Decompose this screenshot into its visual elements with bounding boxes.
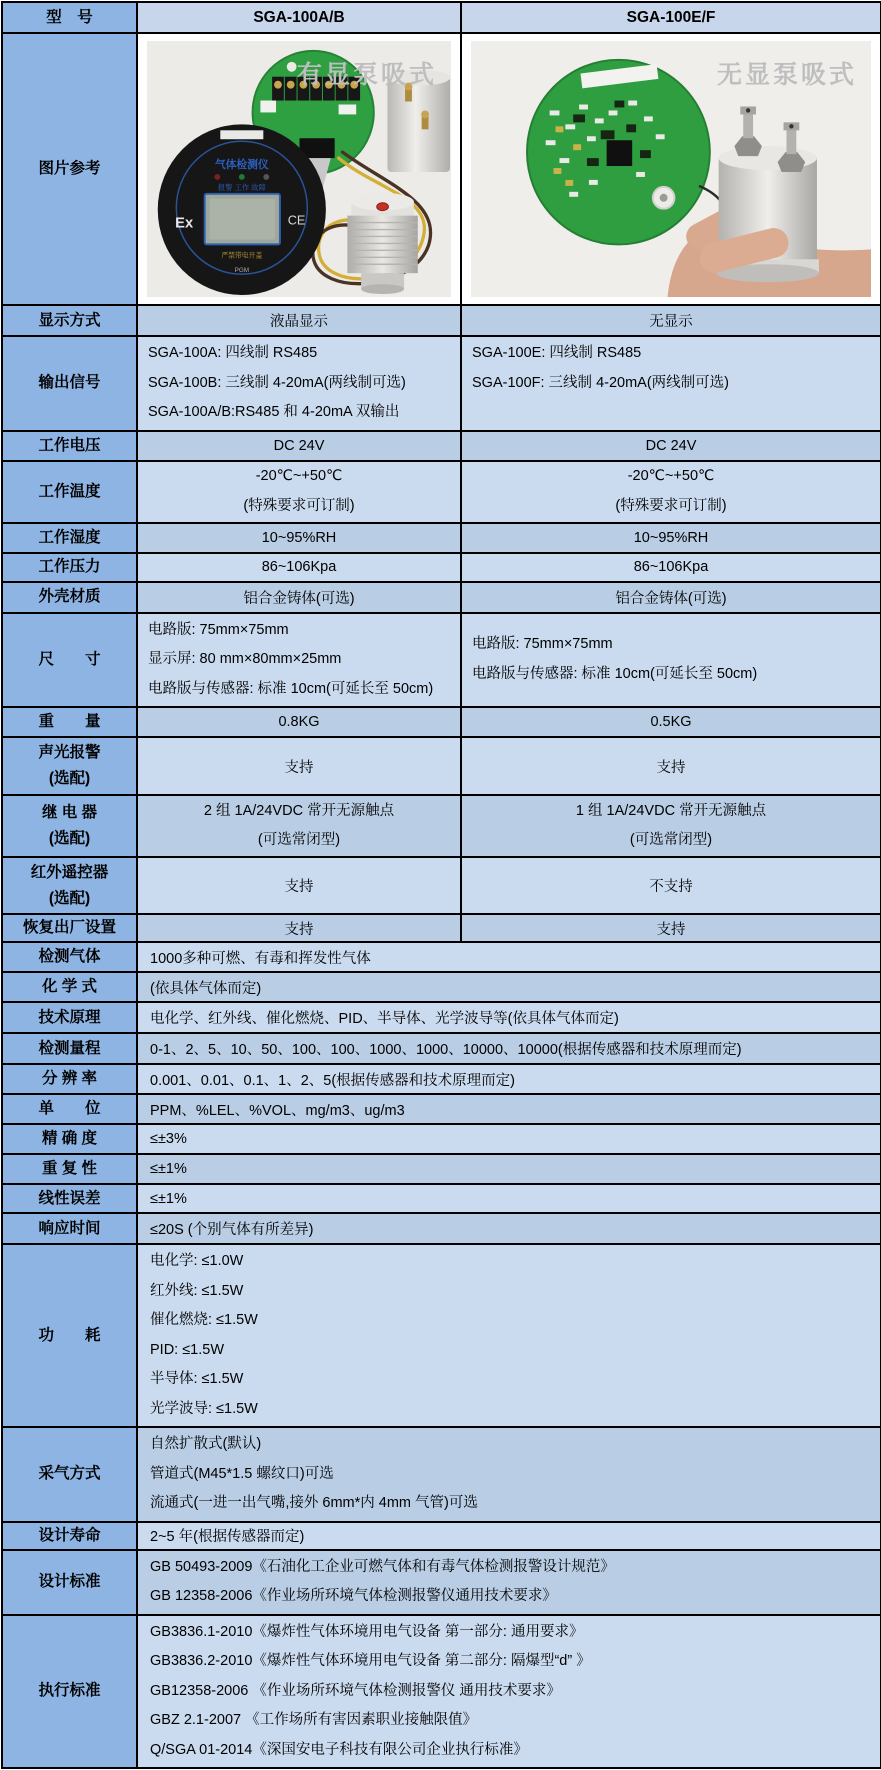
model-a-header: SGA-100A/B [137, 2, 461, 33]
value-cell [461, 461, 881, 523]
full-row-gas [2, 942, 881, 972]
row-label: 检测量程 [2, 1033, 137, 1064]
full-value [137, 1550, 881, 1615]
value-line: (特殊要求可订制) [615, 497, 727, 514]
row-label: 精 确 度 [2, 1124, 137, 1154]
value-cell: 支持 [137, 914, 461, 942]
spec-row-temperature [2, 461, 881, 523]
spec-row-size [2, 613, 881, 708]
value-cell [461, 613, 881, 708]
row-label: 工作压力 [2, 553, 137, 582]
spec-table [1, 1, 881, 1769]
value-cell: 铝合金铸体(可选) [461, 582, 881, 613]
value-cell: 铝合金铸体(可选) [137, 582, 461, 613]
spec-row-pressure [2, 553, 881, 582]
product-photo-right [471, 41, 871, 297]
row-label: 输出信号 [2, 336, 137, 431]
device-title-text: 气体检测仪 [214, 158, 269, 172]
full-row-exec-std [2, 1615, 881, 1769]
ex-mark-text: Ex [175, 215, 194, 232]
full-value [137, 1244, 881, 1427]
full-value: 电化学、红外线、催化燃烧、PID、半导体、光学波导等(依具体气体而定) [137, 1002, 881, 1033]
value-cell: 支持 [137, 737, 461, 795]
row-label: 工作电压 [2, 431, 137, 461]
value-cell [137, 336, 461, 431]
value-line: (可选常闭型) [257, 832, 341, 848]
value-cell: 无显示 [461, 305, 881, 336]
value-line: 电路版与传感器: 标准 10cm(可延长至 50cm) [148, 680, 434, 697]
row-label [2, 737, 137, 795]
detector-face [158, 124, 326, 295]
value-line: 电化学: ≤1.0W [150, 1253, 244, 1269]
full-row-unit [2, 1094, 881, 1124]
value-cell [137, 461, 461, 523]
model-b-header: SGA-100E/F [461, 2, 881, 33]
spec-row-relay [2, 795, 881, 857]
photo-cell-left [137, 33, 461, 305]
value-cell: DC 24V [137, 431, 461, 461]
full-value: 1000多种可燃、有毒和挥发性气体 [137, 942, 881, 972]
full-row-power [2, 1244, 881, 1427]
spec-row-output [2, 336, 881, 431]
product-photo-left [147, 41, 451, 297]
row-label-line: 红外遥控器 [30, 863, 109, 881]
spec-row-shell [2, 582, 881, 613]
spec-row-alarm [2, 737, 881, 795]
value-cell: 液晶显示 [137, 305, 461, 336]
spec-row-humidity [2, 523, 881, 553]
value-line: 管道式(M45*1.5 螺纹口)可选 [150, 1465, 334, 1482]
row-label-line: (选配) [48, 889, 91, 907]
row-label: 线性误差 [2, 1184, 137, 1213]
full-value: 0-1、2、5、10、50、100、100、1000、1000、10000、10000(根据传感器和技术原理而定) [137, 1033, 881, 1064]
value-cell: 不支持 [461, 857, 881, 914]
value-line: 自然扩散式(默认) [150, 1436, 262, 1452]
full-value: ≤20S (个别气体有所差异) [137, 1213, 881, 1244]
row-label: 显示方式 [2, 305, 137, 336]
value-line: GB3836.1-2010《爆炸性气体环境用电气设备 第一部分: 通用要求》 [150, 1623, 584, 1640]
full-value: (依具体气体而定) [137, 972, 881, 1002]
row-label: 检测气体 [2, 942, 137, 972]
value-line: 电路版: 75mm×75mm [472, 636, 613, 653]
value-cell: 10~95%RH [137, 523, 461, 553]
value-line: 电路版: 75mm×75mm [148, 621, 289, 638]
full-value: ≤±3% [137, 1124, 881, 1154]
photo-cell-right [461, 33, 881, 305]
full-value [137, 1427, 881, 1522]
value-line: 2 组 1A/24VDC 常开无源触点 [203, 802, 395, 819]
value-line: GB 50493-2009《石油化工企业可燃气体和有毒气体检测报警设计规范》 [150, 1558, 615, 1575]
row-label: 工作温度 [2, 461, 137, 523]
spec-row-reset [2, 914, 881, 942]
value-line: SGA-100A: 四线制 RS485 [148, 345, 318, 361]
value-line: GB3836.2-2010《爆炸性气体环境用电气设备 第二部分: 隔爆型“d” 》 [150, 1653, 591, 1669]
full-value: 0.001、0.01、0.1、1、2、5(根据传感器和技术原理而定) [137, 1064, 881, 1094]
full-row-principle [2, 1002, 881, 1033]
full-row-response [2, 1213, 881, 1244]
value-line: SGA-100F: 三线制 4-20mA(两线制可选) [472, 374, 730, 391]
full-row-linearity [2, 1184, 881, 1213]
full-row-lifetime [2, 1522, 881, 1550]
row-label: 分 辨 率 [2, 1064, 137, 1094]
row-label-line: (选配) [48, 770, 91, 787]
row-label: 工作湿度 [2, 523, 137, 553]
row-label [2, 795, 137, 857]
spec-row-remote [2, 857, 881, 914]
value-line: Q/SGA 01-2014《深国安电子科技有限公司企业执行标准》 [150, 1741, 528, 1758]
row-label: 恢复出厂设置 [2, 914, 137, 942]
value-line: SGA-100A/B:RS485 和 4-20mA 双输出 [148, 404, 400, 420]
pgm-text: PGM [234, 267, 250, 275]
full-row-design-std [2, 1550, 881, 1615]
row-label: 功 耗 [2, 1244, 137, 1427]
value-line: PID: ≤1.5W [150, 1341, 225, 1358]
full-row-resolution [2, 1064, 881, 1094]
row-label: 执行标准 [2, 1615, 137, 1769]
full-row-range [2, 1033, 881, 1064]
value-line: -20℃~+50℃ [255, 468, 343, 484]
row-label: 设计寿命 [2, 1522, 137, 1550]
full-row-accuracy [2, 1124, 881, 1154]
ce-mark-text: CE [287, 212, 306, 228]
value-line: 红外线: ≤1.5W [150, 1282, 244, 1299]
row-label-line: 声光报警 [38, 744, 101, 761]
row-label: 化 学 式 [2, 972, 137, 1002]
value-line: 流通式(一进一出气嘴,接外 6mm*内 4mm 气管)可选 [150, 1495, 478, 1511]
row-label: 单 位 [2, 1094, 137, 1124]
photo-row [2, 33, 881, 305]
full-value: 2~5 年(根据传感器而定) [137, 1522, 881, 1550]
value-line: (可选常闭型) [629, 832, 713, 848]
value-cell: 86~106Kpa [137, 553, 461, 582]
model-row-label: 型 号 [2, 2, 137, 33]
value-line: SGA-100E: 四线制 RS485 [472, 345, 642, 361]
row-label: 尺 寸 [2, 613, 137, 708]
spec-row-voltage [2, 431, 881, 461]
value-line: 催化燃烧: ≤1.5W [150, 1312, 258, 1328]
led-labels-text: 报警 工作 故障 [217, 182, 266, 192]
value-line: 显示屏: 80 mm×80mm×25mm [148, 651, 342, 667]
full-row-formula [2, 972, 881, 1002]
full-value: ≤±1% [137, 1154, 881, 1184]
row-label-line: (选配) [48, 830, 91, 847]
warning-text: 严禁带电开盖 [221, 252, 263, 260]
value-cell: 支持 [461, 914, 881, 942]
value-line: 半导体: ≤1.5W [150, 1371, 244, 1387]
row-label: 外壳材质 [2, 582, 137, 613]
photo-row-label: 图片参考 [2, 33, 137, 305]
value-line: GB12358-2006 《作业场所环境气体检测报警仪 通用技术要求》 [150, 1682, 561, 1699]
value-cell: 10~95%RH [461, 523, 881, 553]
value-cell [461, 795, 881, 857]
value-cell: DC 24V [461, 431, 881, 461]
row-label: 采气方式 [2, 1427, 137, 1522]
row-label: 重 量 [2, 707, 137, 737]
row-label [2, 857, 137, 914]
value-cell [461, 336, 881, 431]
full-row-sampling [2, 1427, 881, 1522]
row-label: 技术原理 [2, 1002, 137, 1033]
value-cell: 0.5KG [461, 707, 881, 737]
value-line: 电路版与传感器: 标准 10cm(可延长至 50cm) [472, 665, 758, 682]
row-label: 响应时间 [2, 1213, 137, 1244]
watermark-left: 有显泵吸式 [296, 61, 437, 89]
header-row [2, 2, 881, 33]
full-value: ≤±1% [137, 1184, 881, 1213]
value-cell [137, 613, 461, 708]
full-value [137, 1615, 881, 1769]
spec-row-display [2, 305, 881, 336]
full-row-repeatability [2, 1154, 881, 1184]
value-line: GB 12358-2006《作业场所环境气体检测报警仪通用技术要求》 [150, 1588, 557, 1604]
value-cell [137, 795, 461, 857]
value-line: GBZ 2.1-2007 《工作场所有害因素职业接触限值》 [150, 1712, 478, 1728]
row-label: 设计标准 [2, 1550, 137, 1615]
value-line: -20℃~+50℃ [627, 468, 715, 484]
value-line: SGA-100B: 三线制 4-20mA(两线制可选) [148, 374, 406, 391]
value-cell: 0.8KG [137, 707, 461, 737]
row-label: 重 复 性 [2, 1154, 137, 1184]
value-line: 1 组 1A/24VDC 常开无源触点 [575, 802, 767, 819]
full-value: PPM、%LEL、%VOL、mg/m3、ug/m3 [137, 1094, 881, 1124]
value-line: 光学波导: ≤1.5W [150, 1400, 258, 1417]
value-cell: 86~106Kpa [461, 553, 881, 582]
row-label-line: 继 电 器 [41, 804, 98, 821]
spec-row-weight [2, 707, 881, 737]
watermark-right: 无显泵吸式 [716, 61, 857, 89]
value-line: (特殊要求可订制) [243, 497, 355, 514]
value-cell: 支持 [461, 737, 881, 795]
pcb-board-right [527, 60, 710, 245]
value-cell: 支持 [137, 857, 461, 914]
